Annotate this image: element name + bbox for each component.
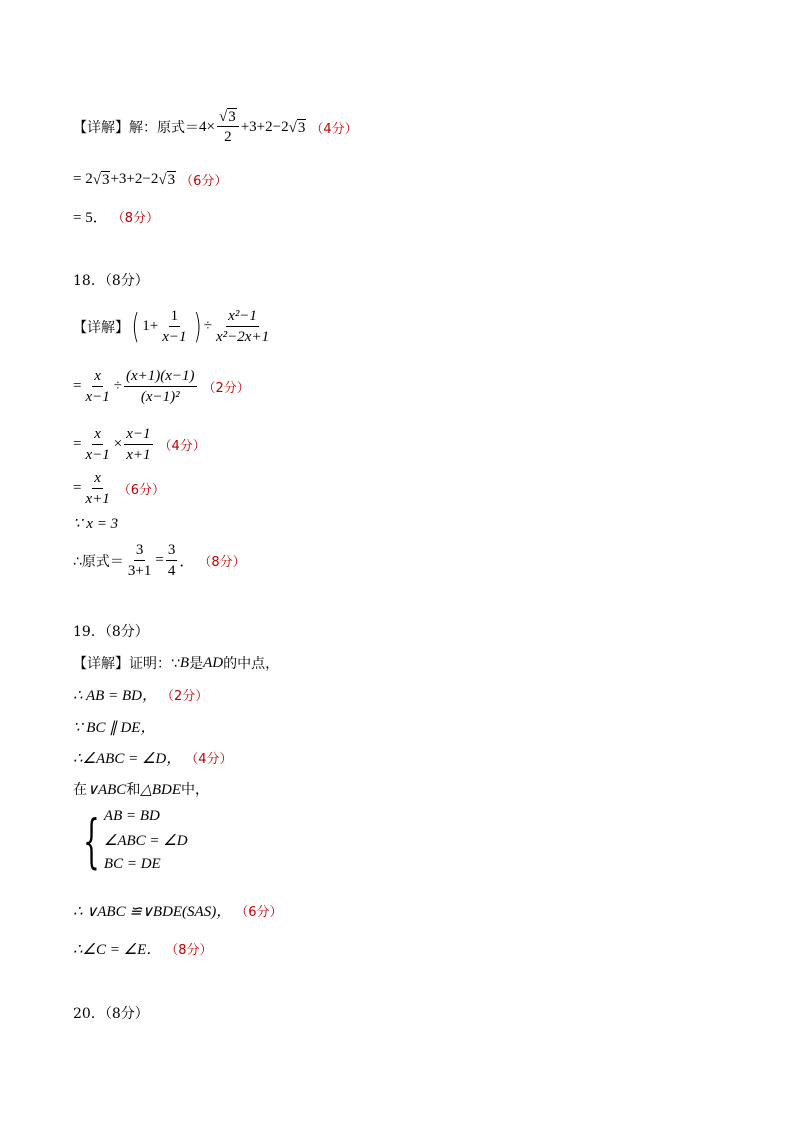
q17-four: 4×	[199, 118, 215, 135]
q19-line2: ∵ BC ∥ DE，	[73, 720, 156, 736]
q17-score3: （8分）	[111, 211, 159, 226]
q17-sqrt3: 3	[228, 109, 236, 125]
q17-score1: （4分）	[310, 121, 358, 137]
q18-line4: = $\frac{x}{x+1}$ （6分）	[73, 470, 166, 507]
q18-score3: （6分）	[117, 483, 166, 498]
q19-header: 19．（8分）	[73, 624, 149, 640]
q18-line1: 【详解】 ( 1+ $\frac{1}{x-1}$ ) ÷ $\frac{\text{x²−1}}{\text{x²−2x+1}}$	[73, 306, 270, 347]
q17-line2: = 2 √ 3 +3+2−2 √ 3 （6分）	[73, 171, 228, 189]
q20-header: 20．（8分）	[73, 1006, 149, 1022]
q19-equation-system: { AB = BD ∠ABC = ∠D BC = DE	[83, 806, 188, 875]
q17-label: 【详解】解：原式＝	[73, 120, 199, 136]
q18-score1: （2分）	[202, 381, 250, 396]
q19-line6: ∴∠C = ∠E． （8分）	[73, 942, 213, 958]
q18-line2: = $\frac{x}{x-1}$ ÷ $\frac{(x+1)(x-1)}{\text{(x−1)²}}$ （2分）	[73, 368, 250, 405]
q18-conclusion: ∴原式＝ $\frac{3}{3+1}$ = $\frac{3}{4}$ ． （8分）	[73, 542, 246, 579]
q18-line3: = $\frac{x}{x-1}$ × $\frac{x-1}{x+1}$ （4分）	[73, 426, 206, 463]
q18-given: ∵ x = 3	[73, 516, 119, 532]
q17-den: 2	[224, 129, 232, 145]
left-brace-icon: {	[83, 806, 100, 875]
q18-score4: （8分）	[198, 555, 246, 570]
q17-rest: +3+2−2	[240, 118, 289, 135]
q19-intro: 【详解】证明：∵ B 是 AD 的中点，	[73, 654, 280, 672]
q19-line5: ∴ ∨ABC ≌∨BDE(SAS)， （6分）	[73, 904, 283, 920]
q19-line4: 在 ∨ABC 和 △BDE 中，	[73, 781, 210, 798]
q19-line3: ∴∠ABC = ∠D， （4分）	[73, 751, 233, 767]
q17-fraction: √ 3 2	[217, 108, 239, 146]
q17-line1: 【详解】解：原式＝ 4× √ 3 2 +3+2−2 √ 3 （4分）	[73, 109, 358, 145]
q18-label: 【详解】	[73, 319, 129, 336]
q17-line3: = 5． （8分）	[73, 206, 159, 227]
q18-header: 18．（8分）	[73, 273, 149, 289]
q17-score2: （6分）	[180, 174, 228, 189]
q18-score2: （4分）	[158, 439, 206, 454]
q19-line1: ∴ AB = BD， （2分）	[73, 688, 209, 704]
